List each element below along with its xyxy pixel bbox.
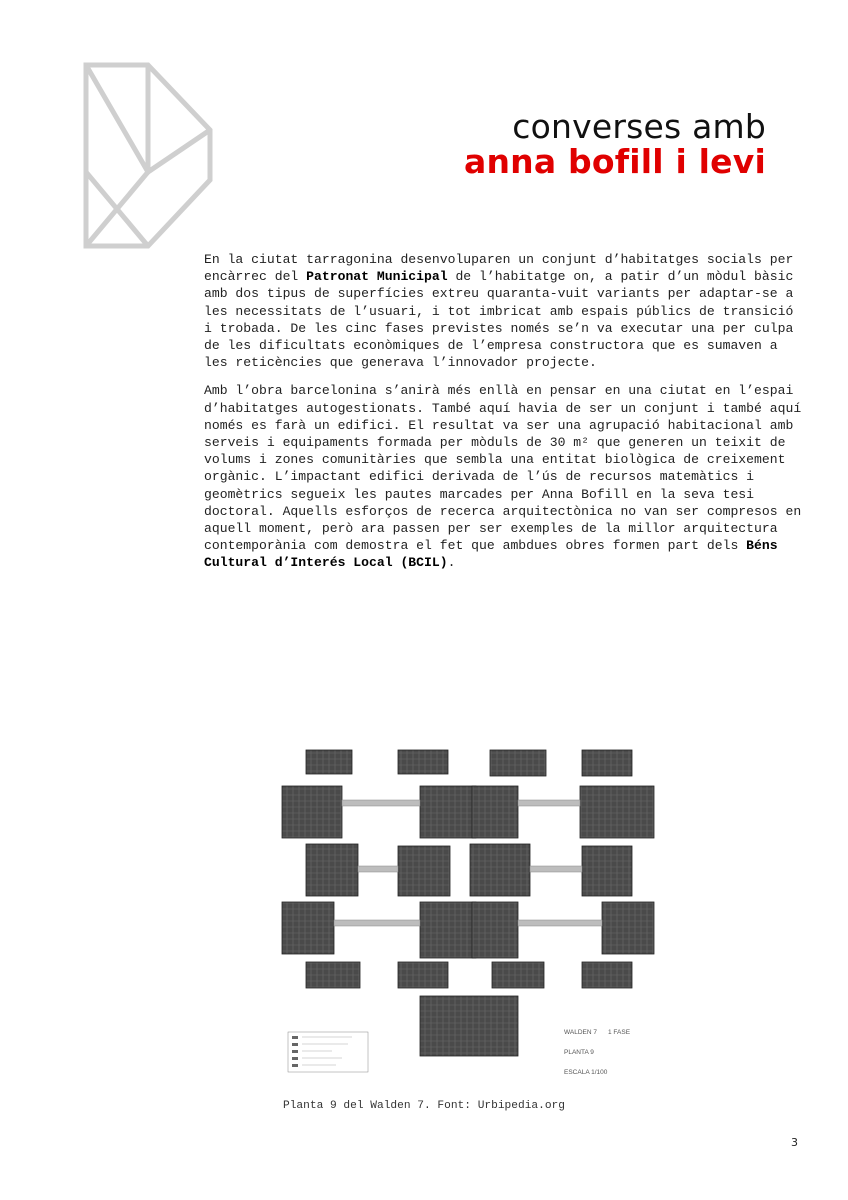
figure-caption: Planta 9 del Walden 7. Font: Urbipedia.org — [283, 1100, 565, 1112]
paragraph-2-bold: Béns Cultural d’Interés Local (BCIL) — [204, 538, 778, 571]
logo-icon — [82, 62, 214, 250]
title-line-2: anna bofill i levi — [463, 141, 766, 181]
plan-label-fase: 1 FASE — [608, 1029, 631, 1036]
plan-label-escala: ESCALA 1/100 — [564, 1069, 608, 1076]
plan-label-walden: WALDEN 7 — [564, 1029, 597, 1036]
plan-label-planta: PLANTA 9 — [564, 1049, 594, 1056]
page-number: 3 — [791, 1136, 798, 1149]
paragraph-1-text-a: En la ciutat tarragonina desenvoluparen un conjunt d’habitatges socials per encàrrec del — [204, 252, 794, 285]
article-body — [204, 251, 802, 583]
floor-plan-image — [272, 744, 662, 1088]
paragraph-1-text-b: de l’habitatge on, a patir d’un mòdul bàsic amb dos tipus de superfícies extreu quaranta-vuit variants per adaptar-se a les necessitats de l’usuari, i tot imbricat amb espais públics de transició i trobada. De les cinc fases previstes només se’n va executar una per culpa de les dificultats econòmiques de l’empresa constructora que es sumaven a les reticències que generava l’innovador projecte. — [204, 269, 794, 371]
paragraph-2-text-b: . — [447, 555, 456, 571]
paragraph-1-bold: Patronat Municipal — [306, 269, 448, 285]
page-title — [463, 107, 766, 181]
paragraph-1 — [204, 251, 802, 371]
paragraph-2-text-a: Amb l’obra barcelonina s’anirà més enllà en pensar en una ciutat en l’espai d’habitatges autogestionats. També aquí havia de ser un conjunt i també aquí només es farà un edifici. El resultat va ser una agrupació habitacional amb serveis i equipaments formada per mòduls de 30 m² que generen un teixit de volums i zones comunitàries que sembla una entitat biològica de creixement orgànic. L’impactant edifici derivada de l’ús de recursos matemàtics i geomètrics segueix les pautes marcades per Anna Bofill en la seva tesi doctoral. Aquells esforços de recerca arquitectònica no van ser compresos en aquell moment, però ara passen per ser exemples de la millor arquitectura contemporània com demostra el fet que ambdues obres formen part dels — [204, 383, 802, 554]
paragraph-2 — [204, 382, 802, 571]
title-line-1: converses amb — [512, 107, 766, 146]
